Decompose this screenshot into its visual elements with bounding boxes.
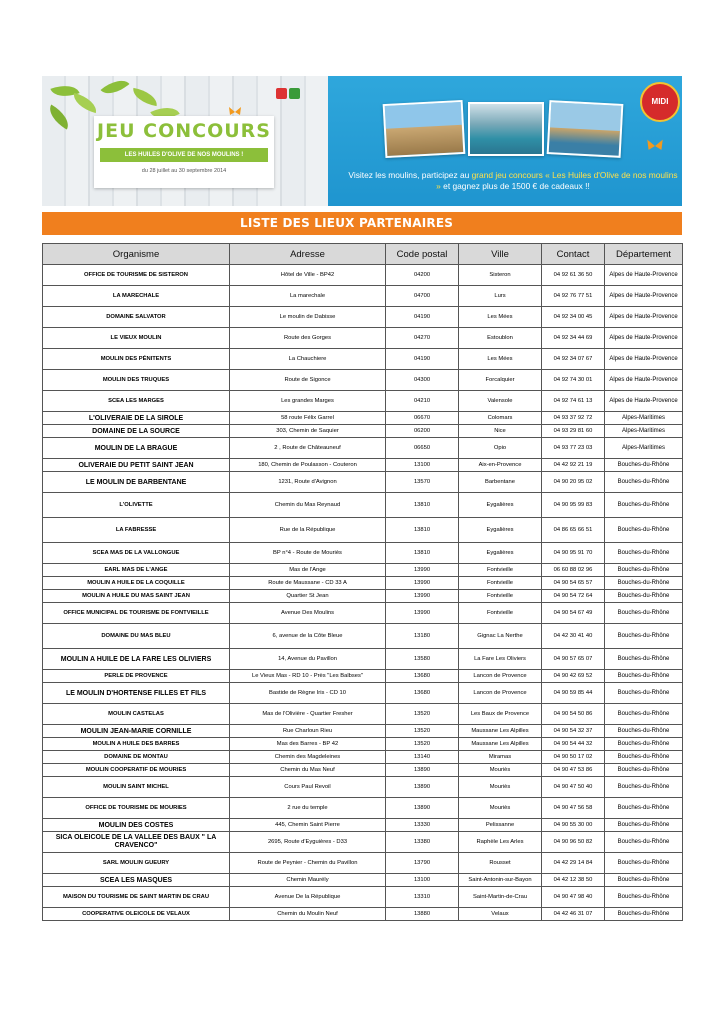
cell-ville: Maussane Les Alpilles	[459, 725, 542, 738]
cell-contact: 04 86 65 66 51	[542, 518, 605, 543]
cell-contact: 04 92 34 07 67	[542, 349, 605, 370]
cell-ville: Saint-Martin-de-Crau	[459, 887, 542, 908]
cell-ville: Raphèle Les Arles	[459, 832, 542, 853]
cell-code-postal: 04700	[386, 286, 459, 307]
cell-adresse: Mas de l'Ange	[230, 564, 386, 577]
cell-departement: Bouches-du-Rhône	[605, 908, 683, 921]
cell-departement: Bouches-du-Rhône	[605, 493, 683, 518]
table-row	[43, 370, 683, 391]
promo-text-highlight: grand jeu concours « Les Huiles d'Olive de nos moulins »	[436, 170, 678, 191]
cell-ville: Rousset	[459, 853, 542, 874]
list-header: LISTE DES LIEUX PARTENAIRES	[42, 212, 682, 235]
table-row	[43, 725, 683, 738]
cell-departement: Bouches-du-Rhône	[605, 543, 683, 564]
cell-adresse: Le moulin de Dabisse	[230, 307, 386, 328]
cell-ville: Lurs	[459, 286, 542, 307]
cell-departement: Bouches-du-Rhône	[605, 819, 683, 832]
cell-adresse: Cours Paul Revoil	[230, 777, 386, 798]
cell-code-postal: 13570	[386, 472, 459, 493]
cell-adresse: Route des Gorges	[230, 328, 386, 349]
partner-logos	[276, 86, 316, 100]
cell-departement: Alpes de Haute-Provence	[605, 286, 683, 307]
cell-adresse: BP n°4 - Route de Mouriès	[230, 543, 386, 564]
table-row	[43, 438, 683, 459]
cell-organisme: SCEA LES MARGES	[43, 391, 230, 412]
cell-contact: 04 90 54 44 32	[542, 738, 605, 751]
cell-organisme: MOULIN DES TRUQUES	[43, 370, 230, 391]
cell-ville: Mouriès	[459, 764, 542, 777]
cell-adresse: Quartier St Jean	[230, 590, 386, 603]
cell-contact: 04 90 55 30 00	[542, 819, 605, 832]
cell-adresse: Chemin du Moulin Neuf	[230, 908, 386, 921]
cell-contact: 04 90 47 56 58	[542, 798, 605, 819]
table-row	[43, 349, 683, 370]
cell-ville: Miramas	[459, 751, 542, 764]
brand-badge: MIDI	[640, 82, 680, 122]
cell-organisme: L'OLIVETTE	[43, 493, 230, 518]
olive-leaf-icon	[44, 104, 74, 129]
cell-organisme: MAISON DU TOURISME DE SAINT MARTIN DE CRAU	[43, 887, 230, 908]
contest-banner	[42, 76, 682, 206]
cell-departement: Bouches-du-Rhône	[605, 777, 683, 798]
cell-code-postal: 04210	[386, 391, 459, 412]
cell-departement: Bouches-du-Rhône	[605, 649, 683, 670]
cell-contact: 04 90 54 50 86	[542, 704, 605, 725]
cell-adresse: Avenue De la République	[230, 887, 386, 908]
cell-departement: Bouches-du-Rhône	[605, 590, 683, 603]
cell-ville: La Fare Les Oliviers	[459, 649, 542, 670]
cell-code-postal: 13520	[386, 704, 459, 725]
cell-code-postal: 13140	[386, 751, 459, 764]
table-row	[43, 683, 683, 704]
cell-code-postal: 13990	[386, 577, 459, 590]
cell-departement: Bouches-du-Rhône	[605, 887, 683, 908]
cell-adresse: Route de Sigonce	[230, 370, 386, 391]
cell-organisme: DOMAINE SALVATOR	[43, 307, 230, 328]
cell-code-postal: 04300	[386, 370, 459, 391]
table-row	[43, 328, 683, 349]
cell-departement: Bouches-du-Rhône	[605, 751, 683, 764]
table-row	[43, 391, 683, 412]
cell-adresse: Chemin des Magdeleines	[230, 751, 386, 764]
olive-leaf-icon	[101, 76, 130, 101]
table-row	[43, 265, 683, 286]
cell-ville: Gignac La Nerthe	[459, 624, 542, 649]
promo-text-part2: et gagnez plus de 1500 € de cadeaux !!	[440, 181, 590, 191]
cell-contact: 04 92 74 61 13	[542, 391, 605, 412]
table-row	[43, 590, 683, 603]
table-row	[43, 459, 683, 472]
cell-adresse: Chemin du Mas Neuf	[230, 764, 386, 777]
cell-code-postal: 13810	[386, 493, 459, 518]
cell-contact: 06 60 88 02 96	[542, 564, 605, 577]
table-row	[43, 874, 683, 887]
table-row	[43, 751, 683, 764]
cell-departement: Bouches-du-Rhône	[605, 459, 683, 472]
cell-code-postal: 13990	[386, 590, 459, 603]
cell-organisme: OFFICE DE TOURISME DE MOURIES	[43, 798, 230, 819]
cell-adresse: Route de Peynier - Chemin du Pavillon	[230, 853, 386, 874]
column-header-code-postal: Code postal	[386, 244, 459, 265]
cell-organisme: MOULIN A HUILE DE LA COQUILLE	[43, 577, 230, 590]
column-header-ville: Ville	[459, 244, 542, 265]
cell-contact: 04 42 30 41 40	[542, 624, 605, 649]
butterfly-icon	[646, 138, 664, 154]
cell-departement: Bouches-du-Rhône	[605, 764, 683, 777]
cell-organisme: LA FABRESSE	[43, 518, 230, 543]
cell-code-postal: 13880	[386, 908, 459, 921]
cell-ville: Nice	[459, 425, 542, 438]
cell-adresse: 2695, Route d'Eyguières - D33	[230, 832, 386, 853]
cell-organisme: MOULIN A HUILE DES BARRES	[43, 738, 230, 751]
cell-organisme: LE VIEUX MOULIN	[43, 328, 230, 349]
cell-contact: 04 90 95 99 83	[542, 493, 605, 518]
cell-contact: 04 90 59 85 44	[542, 683, 605, 704]
cell-contact: 04 42 12 38 50	[542, 874, 605, 887]
cell-contact: 04 90 47 98 40	[542, 887, 605, 908]
cell-code-postal: 13100	[386, 459, 459, 472]
cell-departement: Bouches-du-Rhône	[605, 704, 683, 725]
cell-adresse: La Chauchiere	[230, 349, 386, 370]
cell-contact: 04 90 47 50 40	[542, 777, 605, 798]
cell-departement: Bouches-du-Rhône	[605, 874, 683, 887]
cell-contact: 04 90 57 65 07	[542, 649, 605, 670]
cell-contact: 04 92 61 36 50	[542, 265, 605, 286]
cell-departement: Bouches-du-Rhône	[605, 577, 683, 590]
cell-code-postal: 04190	[386, 349, 459, 370]
table-row	[43, 472, 683, 493]
cell-organisme: PERLE DE PROVENCE	[43, 670, 230, 683]
cell-code-postal: 06200	[386, 425, 459, 438]
photo-calanque	[468, 102, 544, 156]
table-row	[43, 307, 683, 328]
cell-ville: Les Mées	[459, 349, 542, 370]
cell-organisme: COOPERATIVE OLEICOLE DE VELAUX	[43, 908, 230, 921]
cell-contact: 04 90 47 53 86	[542, 764, 605, 777]
table-row	[43, 518, 683, 543]
cell-code-postal: 13990	[386, 603, 459, 624]
cell-departement: Alpes-Maritimes	[605, 425, 683, 438]
table-row	[43, 564, 683, 577]
cell-contact: 04 93 29 81 60	[542, 425, 605, 438]
cell-code-postal: 13890	[386, 798, 459, 819]
contest-title: JEU CONCOURS	[97, 120, 271, 142]
cell-code-postal: 04270	[386, 328, 459, 349]
cell-ville: Sisteron	[459, 265, 542, 286]
partners-table	[42, 243, 683, 921]
table-body	[43, 265, 683, 921]
cell-organisme: DOMAINE DE MONTAU	[43, 751, 230, 764]
cell-code-postal: 13810	[386, 543, 459, 564]
cell-code-postal: 13520	[386, 725, 459, 738]
cell-adresse: Route de Maussane - CD 33 A	[230, 577, 386, 590]
cell-adresse: Avenue Des Moulins	[230, 603, 386, 624]
photo-avignon-bridge	[383, 100, 466, 158]
sponsor-logo-icon	[289, 88, 300, 99]
cell-departement: Alpes de Haute-Provence	[605, 349, 683, 370]
column-header-adresse: Adresse	[230, 244, 386, 265]
cell-departement: Alpes de Haute-Provence	[605, 307, 683, 328]
cell-departement: Bouches-du-Rhône	[605, 670, 683, 683]
cell-code-postal: 04200	[386, 265, 459, 286]
table-row	[43, 577, 683, 590]
cell-departement: Bouches-du-Rhône	[605, 853, 683, 874]
cell-departement: Bouches-du-Rhône	[605, 832, 683, 853]
cell-ville: Eygalières	[459, 493, 542, 518]
cell-organisme: MOULIN SAINT MICHEL	[43, 777, 230, 798]
cell-ville: Colomars	[459, 412, 542, 425]
cell-code-postal: 13520	[386, 738, 459, 751]
cell-organisme: OLIVERAIE DU PETIT SAINT JEAN	[43, 459, 230, 472]
table-row	[43, 798, 683, 819]
cell-code-postal: 13990	[386, 564, 459, 577]
cell-contact: 04 90 54 32 37	[542, 725, 605, 738]
cell-code-postal: 13310	[386, 887, 459, 908]
cell-adresse: Mas de l'Olivière - Quartier Fresher	[230, 704, 386, 725]
cell-adresse: 58 route Félix Garrel	[230, 412, 386, 425]
table-row	[43, 603, 683, 624]
cell-adresse: La marechale	[230, 286, 386, 307]
olive-leaf-icon	[131, 88, 159, 106]
cell-code-postal: 13380	[386, 832, 459, 853]
table-row	[43, 764, 683, 777]
table-row	[43, 493, 683, 518]
cell-contact: 04 42 46 31 07	[542, 908, 605, 921]
column-header-departement: Département	[605, 244, 683, 265]
cell-organisme: MOULIN JEAN-MARIE CORNILLE	[43, 725, 230, 738]
cell-code-postal: 06670	[386, 412, 459, 425]
cell-ville: Forcalquier	[459, 370, 542, 391]
cell-departement: Bouches-du-Rhône	[605, 472, 683, 493]
promo-text-part1: Visitez les moulins, participez au	[348, 170, 472, 180]
cell-organisme: SARL MOULIN GUEURY	[43, 853, 230, 874]
cell-ville: Fontvieille	[459, 590, 542, 603]
contest-subtitle: LES HUILES D'OLIVE DE NOS MOULINS !	[100, 148, 268, 162]
cell-ville: Fontvieille	[459, 564, 542, 577]
table-row	[43, 832, 683, 853]
cell-code-postal: 04190	[386, 307, 459, 328]
cell-adresse: 2 rue du temple	[230, 798, 386, 819]
cell-code-postal: 13580	[386, 649, 459, 670]
cell-adresse: Hôtel de Ville - BP42	[230, 265, 386, 286]
cell-code-postal: 13330	[386, 819, 459, 832]
table-row	[43, 649, 683, 670]
cell-organisme: MOULIN DES PÉNITENTS	[43, 349, 230, 370]
contest-card	[94, 116, 274, 188]
cell-departement: Alpes de Haute-Provence	[605, 391, 683, 412]
cell-code-postal: 13890	[386, 777, 459, 798]
cell-ville: Lancon de Provence	[459, 670, 542, 683]
cell-organisme: OFFICE MUNICIPAL DE TOURISME DE FONTVIEILLE	[43, 603, 230, 624]
cell-organisme: SCEA LES MASQUES	[43, 874, 230, 887]
cell-organisme: MOULIN CASTELAS	[43, 704, 230, 725]
cell-organisme: SICA OLEICOLE DE LA VALLEE DES BAUX " LA CRAVENCO"	[43, 832, 230, 853]
cell-contact: 04 42 92 21 19	[542, 459, 605, 472]
cell-departement: Bouches-du-Rhône	[605, 725, 683, 738]
cell-code-postal: 13680	[386, 670, 459, 683]
table-header-row	[43, 244, 683, 265]
table-row	[43, 670, 683, 683]
cell-ville: Mouriès	[459, 777, 542, 798]
cell-organisme: SCEA MAS DE LA VALLONGUE	[43, 543, 230, 564]
column-header-contact: Contact	[542, 244, 605, 265]
table-row	[43, 543, 683, 564]
cell-code-postal: 06650	[386, 438, 459, 459]
banner-blue-panel	[328, 76, 682, 206]
olive-leaf-icon	[71, 93, 100, 113]
cell-departement: Bouches-du-Rhône	[605, 738, 683, 751]
cell-departement: Bouches-du-Rhône	[605, 564, 683, 577]
cell-adresse: 6, avenue de la Côte Bleue	[230, 624, 386, 649]
cell-adresse: Rue Charloun Rieu	[230, 725, 386, 738]
cell-organisme: L'OLIVERAIE DE LA SIROLE	[43, 412, 230, 425]
cell-ville: Barbentane	[459, 472, 542, 493]
cell-organisme: DOMAINE DU MAS BLEU	[43, 624, 230, 649]
cell-ville: Les Baux de Provence	[459, 704, 542, 725]
cell-ville: Mouriès	[459, 798, 542, 819]
cell-organisme: LE MOULIN D'HORTENSE FILLES ET FILS	[43, 683, 230, 704]
photo-fort	[547, 100, 624, 158]
cell-code-postal: 13890	[386, 764, 459, 777]
cell-organisme: EARL MAS DE L'ANGE	[43, 564, 230, 577]
cell-departement: Bouches-du-Rhône	[605, 798, 683, 819]
table-row	[43, 819, 683, 832]
cell-ville: Maussane Les Alpilles	[459, 738, 542, 751]
cell-ville: Eygalières	[459, 543, 542, 564]
cell-departement: Alpes de Haute-Provence	[605, 265, 683, 286]
column-header-organisme: Organisme	[43, 244, 230, 265]
table-row	[43, 624, 683, 649]
cell-organisme: MOULIN A HUILE DE LA FARE LES OLIVIERS	[43, 649, 230, 670]
cell-departement: Bouches-du-Rhône	[605, 683, 683, 704]
cell-organisme: MOULIN A HUILE DU MAS SAINT JEAN	[43, 590, 230, 603]
cell-ville: Estoublon	[459, 328, 542, 349]
cell-code-postal: 13810	[386, 518, 459, 543]
cell-adresse: Bastide de Règne Iris - CD 10	[230, 683, 386, 704]
cell-contact: 04 92 34 00 45	[542, 307, 605, 328]
cell-contact: 04 93 77 23 03	[542, 438, 605, 459]
cell-organisme: DOMAINE DE LA SOURCE	[43, 425, 230, 438]
table-row	[43, 738, 683, 751]
cell-ville: Lancon de Provence	[459, 683, 542, 704]
cell-adresse: 1231, Route d'Avignon	[230, 472, 386, 493]
cell-contact: 04 92 76 77 51	[542, 286, 605, 307]
cell-code-postal: 13790	[386, 853, 459, 874]
cell-code-postal: 13100	[386, 874, 459, 887]
cell-departement: Alpes-Maritimes	[605, 438, 683, 459]
cell-organisme: MOULIN DE LA BRAGUE	[43, 438, 230, 459]
cell-contact: 04 90 96 50 82	[542, 832, 605, 853]
cell-departement: Bouches-du-Rhône	[605, 603, 683, 624]
cell-ville: Valensole	[459, 391, 542, 412]
cell-contact: 04 90 54 72 64	[542, 590, 605, 603]
table-row	[43, 908, 683, 921]
cell-adresse: Mas des Barres - BP 42	[230, 738, 386, 751]
table-row	[43, 425, 683, 438]
cell-code-postal: 13180	[386, 624, 459, 649]
cell-organisme: OFFICE DE TOURISME DE SISTERON	[43, 265, 230, 286]
cell-organisme: LA MARECHALE	[43, 286, 230, 307]
region-logo-icon	[276, 88, 287, 99]
cell-adresse: 2 , Route de Châteauneuf	[230, 438, 386, 459]
cell-adresse: 180, Chemin de Poulasson - Couteron	[230, 459, 386, 472]
table-row	[43, 777, 683, 798]
banner-wood-panel	[42, 76, 328, 206]
table-row	[43, 286, 683, 307]
cell-adresse: 14, Avenue du Pavillon	[230, 649, 386, 670]
cell-contact: 04 90 95 91 70	[542, 543, 605, 564]
cell-departement: Bouches-du-Rhône	[605, 518, 683, 543]
cell-departement: Alpes de Haute-Provence	[605, 328, 683, 349]
cell-departement: Bouches-du-Rhône	[605, 624, 683, 649]
cell-ville: Eygalières	[459, 518, 542, 543]
cell-contact: 04 93 37 92 72	[542, 412, 605, 425]
table-row	[43, 853, 683, 874]
cell-ville: Pelissanne	[459, 819, 542, 832]
cell-organisme: MOULIN COOPERATIF DE MOURIES	[43, 764, 230, 777]
cell-contact: 04 42 29 14 84	[542, 853, 605, 874]
cell-contact: 04 90 20 95 02	[542, 472, 605, 493]
cell-adresse: Le Vieux Mas - RD 10 - Près "Les Balbses"	[230, 670, 386, 683]
cell-organisme: LE MOULIN DE BARBENTANE	[43, 472, 230, 493]
table-row	[43, 704, 683, 725]
cell-adresse: 303, Chemin de Saquier	[230, 425, 386, 438]
cell-ville: Opio	[459, 438, 542, 459]
cell-departement: Alpes de Haute-Provence	[605, 370, 683, 391]
cell-ville: Fontvieille	[459, 603, 542, 624]
cell-departement: Alpes-Maritimes	[605, 412, 683, 425]
promo-text	[348, 170, 678, 192]
cell-ville: Velaux	[459, 908, 542, 921]
cell-organisme: MOULIN DES COSTES	[43, 819, 230, 832]
cell-ville: Fontvieille	[459, 577, 542, 590]
cell-ville: Les Mées	[459, 307, 542, 328]
cell-contact: 04 90 54 65 57	[542, 577, 605, 590]
contest-dates: du 28 juillet au 30 septembre 2014	[141, 168, 227, 174]
cell-contact: 04 90 42 69 52	[542, 670, 605, 683]
cell-adresse: Chemin Maurély	[230, 874, 386, 887]
cell-code-postal: 13680	[386, 683, 459, 704]
cell-contact: 04 90 50 17 02	[542, 751, 605, 764]
cell-adresse: Les grandes Marges	[230, 391, 386, 412]
cell-ville: Aix-en-Provence	[459, 459, 542, 472]
cell-adresse: 445, Chemin Saint Pierre	[230, 819, 386, 832]
cell-contact: 04 90 54 67 49	[542, 603, 605, 624]
cell-contact: 04 92 34 44 69	[542, 328, 605, 349]
cell-ville: Saint-Antonin-sur-Bayon	[459, 874, 542, 887]
cell-adresse: Chemin du Mas Reynaud	[230, 493, 386, 518]
table-row	[43, 412, 683, 425]
table-row	[43, 887, 683, 908]
cell-adresse: Rue de la République	[230, 518, 386, 543]
cell-contact: 04 92 74 30 01	[542, 370, 605, 391]
